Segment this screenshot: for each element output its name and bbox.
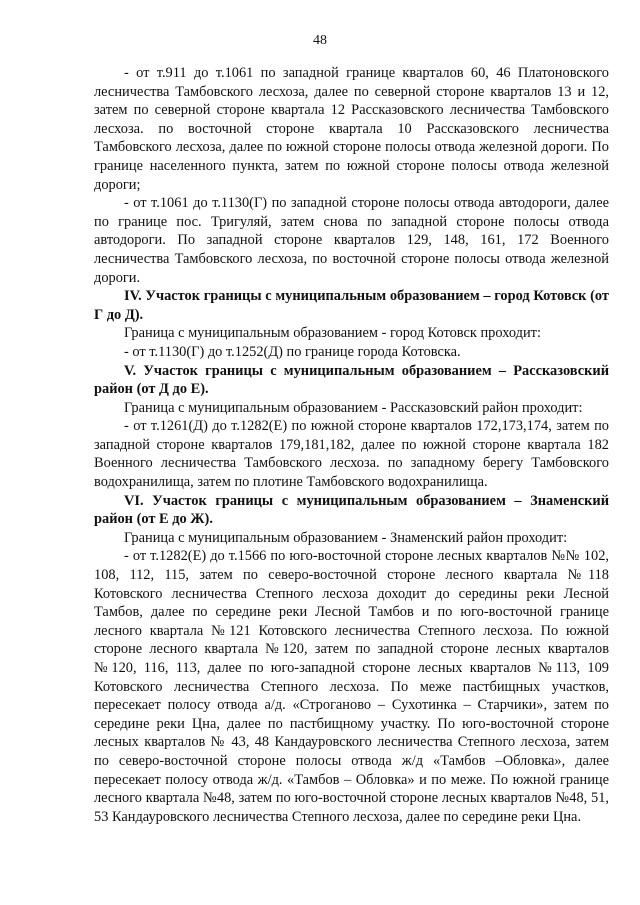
page-number: 48: [313, 33, 327, 48]
paragraph-route-1282-1566: - от т.1282(Е) до т.1566 по юго-восточной стороне лесных кварталов №№ 102, 108, 112, 115, затем по северо-восточной стороне лесного квартала №118 Котовского лесничества Степного лесхоза доходит до середины реки Лесной Тамбов, далее по середине реки Лесной Тамбов и по юго-восточной границе лесного квартала №121 Котовского лесничества Степного лесхоза. По южной стороне лесного квартала №120, затем по западной стороне лесных кварталов №120, 116, 113, далее по юго-западной стороне лесных кварталов №113, 109 Котовского лесничества Степного лесхоза. По меже пастбищных участков, пересекает полосу отвода а/д. «Строганово – Сухотинка – Старчики», затем по середине реки Цна, далее по пастбищному участку. По юго-восточной стороне лесных кварталов № 43, 48 Кандауровского лесничества Степного лесхоза, затем по северо-восточной стороне полосы отвода ж/д «Тамбов –Обловка», далее пересекает полосу отвода ж/д. «Тамбов – Обловка» и по меже. По южной границе лесного квартала №48, затем по юго-восточной стороне лесных кварталов №48, 51, 53 Кандауровского лесничества Степного лесхоза, далее по середине реки Цна.: [94, 548, 609, 825]
paragraph-kotovsk-intro: Граница с муниципальным образованием - город Котовск проходит:: [124, 325, 541, 342]
document-body: [94, 64, 609, 826]
paragraph-route-1130-1252: - от т.1130(Г) до т.1252(Д) по границе города Котовска.: [124, 343, 461, 360]
paragraph-route-1261-1282: - от т.1261(Д) до т.1282(Е) по южной стороне кварталов 172,173,174, затем по западной стороне кварталов 179,181,182, далее по южной стороне квартала 182 Военного лесничества Тамбовского лесхоза. по западному берегу Тамбовского водохранилища, затем по плотине Тамбовского водохранилища.: [94, 418, 609, 491]
section-heading-v: V. Участок границы с муниципальным образованием – Рассказовский район (от Д до Е).: [94, 362, 609, 398]
paragraph-route-1061-1130: - от т.1061 до т.1130(Г) по западной стороне полосы отвода автодороги, далее по границе пос. Тригуляй, затем снова по западной стороне полосы отвода автодороги. По западной стороне кварталов 129, 148, 161, 172 Военного лесничества Тамбовского лесхоза, по восточной стороне полосы отвода железной дороги.: [94, 195, 609, 286]
paragraph-rasskazovo-intro: Граница с муниципальным образованием - Рассказовский район проходит:: [124, 399, 583, 416]
section-heading-vi: VI. Участок границы с муниципальным образованием – Знаменский район (от Е до Ж).: [94, 492, 609, 528]
paragraph-znamenka-intro: Граница с муниципальным образованием - Знаменский район проходит:: [124, 529, 568, 546]
section-heading-iv: IV. Участок границы с муниципальным образованием – город Котовск (от Г до Д).: [94, 288, 609, 323]
paragraph-route-911-1061: - от т.911 до т.1061 по западной границе кварталов 60, 46 Платоновского лесничества Тамбовского лесхоза, далее по северной стороне кварталов 13 и 12, затем по северной стороне квартала 12 Рассказовского лесничества Тамбовского лесхоза. по восточной стороне квартала 10 Рассказовского лесничества Тамбовского лесхоза, далее по южной стороне полосы отвода железной дороги. По границе населенного пункта, затем по южной стороне полосы отвода железной дороги;: [94, 65, 609, 193]
